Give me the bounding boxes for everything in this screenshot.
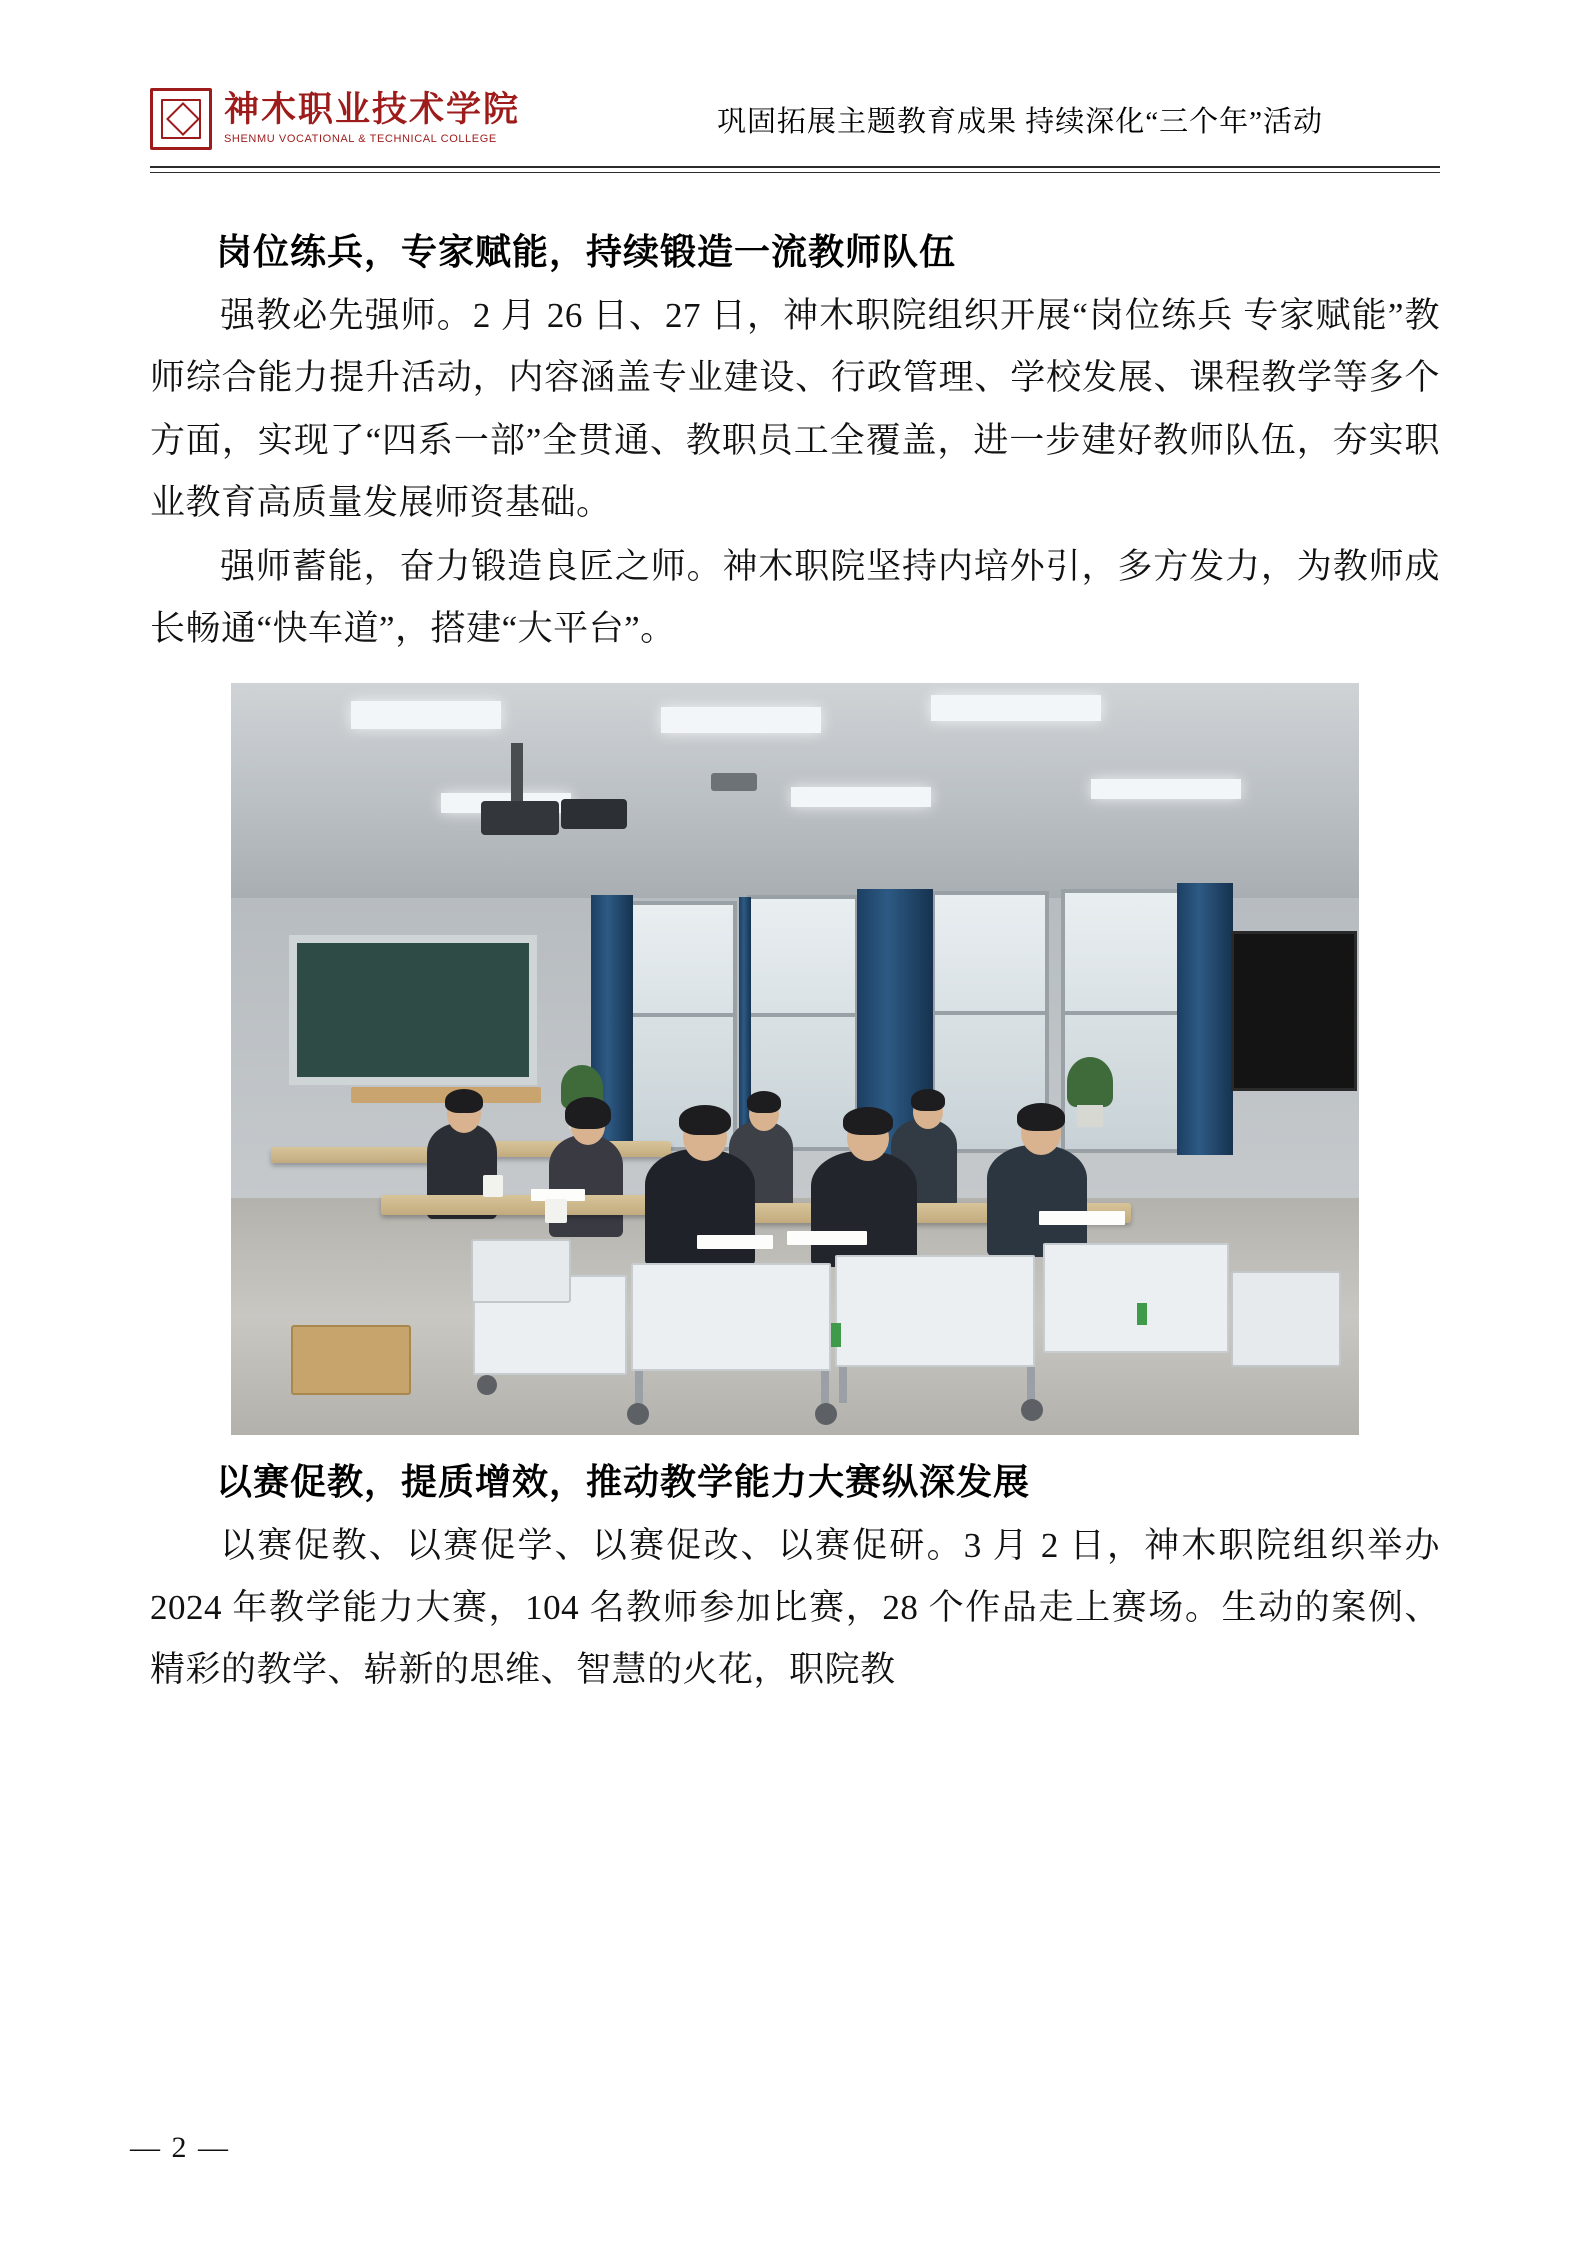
window-mullion xyxy=(931,1011,1049,1015)
blackboard xyxy=(289,935,537,1085)
page-header xyxy=(150,78,1440,160)
document-paper xyxy=(787,1231,867,1245)
desk-leg xyxy=(1027,1367,1035,1403)
person-hair xyxy=(1017,1103,1065,1131)
desk-tag xyxy=(831,1323,841,1347)
logo-name-en: SHENMU VOCATIONAL & TECHNICAL COLLEGE xyxy=(224,133,497,146)
college-logo xyxy=(150,88,580,150)
header-divider-thin xyxy=(150,172,1440,173)
desk-caster xyxy=(627,1403,649,1425)
desk-leg xyxy=(635,1371,643,1407)
potted-plant xyxy=(1067,1057,1113,1107)
window-mullion xyxy=(629,1013,737,1017)
desk-caster xyxy=(815,1403,837,1425)
logo-name-cn: 神木职业技术学院 xyxy=(224,90,521,130)
ceiling-light xyxy=(791,787,931,807)
classroom-training-photo xyxy=(231,683,1359,1435)
seated-person xyxy=(987,1145,1087,1257)
desk xyxy=(271,1147,431,1163)
ceiling-light xyxy=(661,707,821,733)
photo-container xyxy=(150,683,1440,1435)
desk-front-panel xyxy=(1043,1243,1229,1353)
person-hair xyxy=(445,1089,483,1113)
document-paper xyxy=(697,1235,773,1249)
desk-front-panel xyxy=(631,1263,831,1371)
paragraph-1-1: 强教必先强师。2 月 26 日、27 日，神木职院组织开展“岗位练兵 专家赋能”教师综合能力提升活动，内容涵盖专业建设、行政管理、学校发展、课程教学等多个方面，实现了“四系一部”全贯通、教职员工全覆盖，进一步建好教师队伍，夯实职业教育高质量发展师资基础。 xyxy=(150,296,1440,522)
page-number: — 2 — xyxy=(130,2131,230,2164)
section-title-1: 岗位练兵，专家赋能，持续锻造一流教师队伍 xyxy=(216,232,957,272)
desk-caster xyxy=(477,1375,497,1395)
paper-cup xyxy=(483,1175,503,1197)
window-mullion xyxy=(1061,1011,1181,1015)
seated-person xyxy=(811,1151,917,1267)
document-paper xyxy=(1039,1211,1125,1225)
paragraph-1-2: 强师蓄能，奋力锻造良匠之师。神木职院坚持内培外引，多方发力，为教师成长畅通“快车道”，搭建“大平台”。 xyxy=(150,547,1440,649)
chair xyxy=(471,1239,571,1303)
speaker-box xyxy=(561,799,627,829)
desk-leg xyxy=(821,1371,829,1407)
paper-cup xyxy=(545,1199,567,1223)
plant-pot xyxy=(1077,1105,1103,1127)
display-screen xyxy=(1231,931,1357,1091)
desk-leg xyxy=(839,1367,847,1403)
document-body xyxy=(150,205,1440,1704)
window-mullion xyxy=(747,1013,859,1017)
seated-person xyxy=(645,1149,755,1267)
header-divider-thick xyxy=(150,166,1440,168)
side-table xyxy=(291,1325,411,1395)
ceiling-mount xyxy=(511,743,523,803)
ceiling-light xyxy=(351,701,501,729)
person-hair xyxy=(747,1091,781,1113)
desk-caster xyxy=(1021,1399,1043,1421)
person-hair xyxy=(565,1097,611,1129)
chair xyxy=(1231,1271,1341,1367)
projector-box xyxy=(481,801,559,835)
desk-front-panel xyxy=(835,1255,1035,1367)
header-slogan: 巩固拓展主题教育成果 持续深化“三个年”活动 xyxy=(717,105,1323,138)
person-hair xyxy=(843,1107,893,1135)
ceiling-vent xyxy=(711,773,757,791)
college-emblem-icon xyxy=(150,88,212,150)
logo-text xyxy=(224,92,520,145)
curtain xyxy=(1177,883,1233,1155)
person-hair xyxy=(911,1089,945,1111)
desk-tag xyxy=(1137,1303,1147,1325)
section-title-2: 以赛促教，提质增效，推动教学能力大赛纵深发展 xyxy=(216,1461,1031,1502)
ceiling-light xyxy=(1091,779,1241,799)
ceiling-light xyxy=(931,695,1101,721)
person-hair xyxy=(679,1105,731,1135)
paragraph-2-1: 以赛促教、以赛促学、以赛促改、以赛促研。3 月 2 日，神木职院组织举办 2024 年教学能力大赛，104 名教师参加比赛，28 个作品走上赛场。生动的案例、精彩的教学、崭新的思维、智慧的火花，职院教 xyxy=(150,1525,1440,1690)
